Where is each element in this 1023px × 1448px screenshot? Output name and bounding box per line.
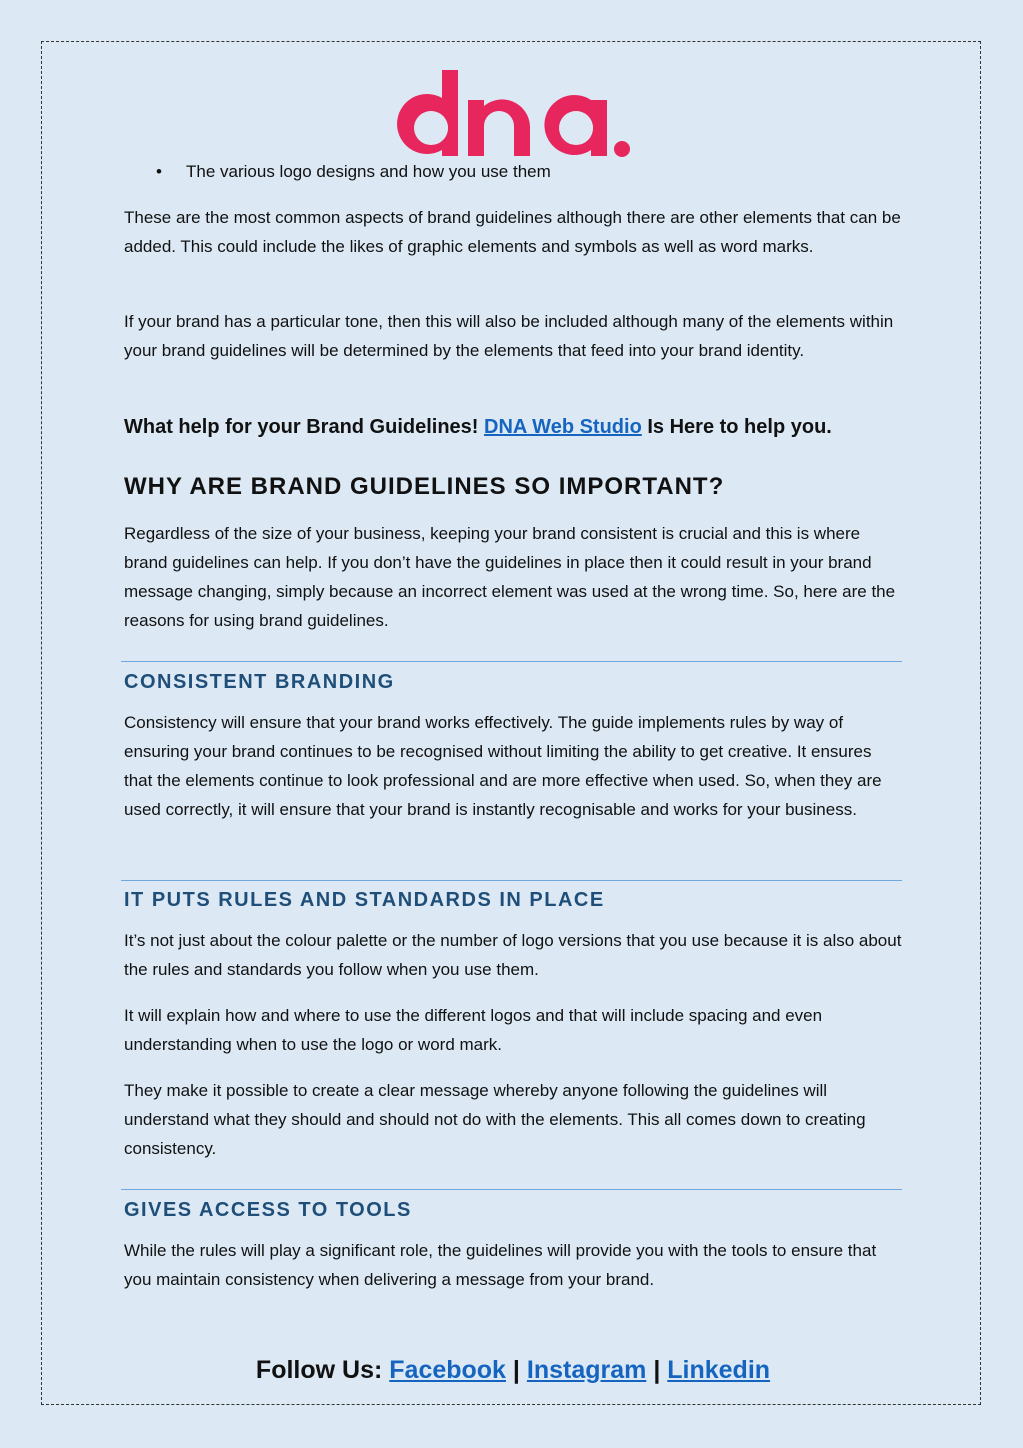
consistent-branding-body: Consistency will ensure that your brand works effectively. The guide implements rules by way of ensuring your brand continues to be recognised without limiting the ability to get creative. It ensures that the elements continue to look professional and are more effective when used. So, when they are used correctly, it will ensure that your brand is instantly recognisable and works for your business. bbox=[124, 713, 882, 819]
callout-before: What help for your Brand Guidelines! bbox=[124, 416, 479, 438]
main-section-body: Regardless of the size of your business, keeping your brand consistent is crucial and this is where brand guidelines can help. If you don’t have the guidelines in place then it could result in your brand message changing, simply because an incorrect element was used at the wrong time. So, here are the reasons for using brand guidelines. bbox=[124, 524, 896, 630]
rules-standards-body-1: It’s not just about the colour palette or the number of logo versions that you use because it is also about the rules and standards you follow when you use them. bbox=[124, 931, 902, 979]
follow-us-footer bbox=[124, 1354, 902, 1386]
facebook-link[interactable]: Facebook bbox=[389, 1356, 506, 1384]
footer-separator: | bbox=[653, 1356, 661, 1384]
section-divider bbox=[121, 1189, 902, 1190]
footer-separator: | bbox=[512, 1356, 520, 1384]
tools-body: While the rules will play a significant role, the guidelines will provide you with the tools to ensure that you maintain consistency when delivering a message from your brand. bbox=[124, 1241, 877, 1289]
rules-standards-heading: IT PUTS RULES AND STANDARDS IN PLACE bbox=[124, 889, 605, 911]
callout-after: Is Here to help you. bbox=[647, 416, 832, 438]
main-heading: WHY ARE BRAND GUIDELINES SO IMPORTANT? bbox=[124, 473, 725, 500]
dna-logo bbox=[390, 66, 635, 162]
instagram-link[interactable]: Instagram bbox=[526, 1356, 647, 1384]
section-divider bbox=[121, 880, 902, 881]
bullet-dot: • bbox=[156, 162, 162, 181]
dna-web-studio-link[interactable]: DNA Web Studio bbox=[484, 416, 642, 438]
consistent-branding-heading: CONSISTENT BRANDING bbox=[124, 671, 395, 693]
follow-us-label: Follow Us: bbox=[255, 1356, 383, 1384]
bullet-text: The various logo designs and how you use them bbox=[186, 162, 551, 181]
intro-paragraph-1: These are the most common aspects of brand guidelines although there are other elements that can be added. This could include the likes of graphic elements and symbols as well as word marks. bbox=[124, 208, 901, 256]
intro-paragraph-2: If your brand has a particular tone, then this will also be included although many of the elements within your brand guidelines will be determined by the elements that feed into your brand identity. bbox=[124, 312, 894, 360]
tools-heading: GIVES ACCESS TO TOOLS bbox=[124, 1199, 412, 1221]
rules-standards-body-2: It will explain how and where to use the different logos and that will include spacing and even understanding when to use the logo or word mark. bbox=[124, 1006, 823, 1054]
linkedin-link[interactable]: Linkedin bbox=[667, 1356, 771, 1384]
callout-line bbox=[124, 413, 832, 441]
section-divider bbox=[121, 661, 902, 662]
rules-standards-body-3: They make it possible to create a clear message whereby anyone following the guidelines will understand what they should and should not do with the elements. This all comes down to creating consistency. bbox=[124, 1081, 866, 1158]
